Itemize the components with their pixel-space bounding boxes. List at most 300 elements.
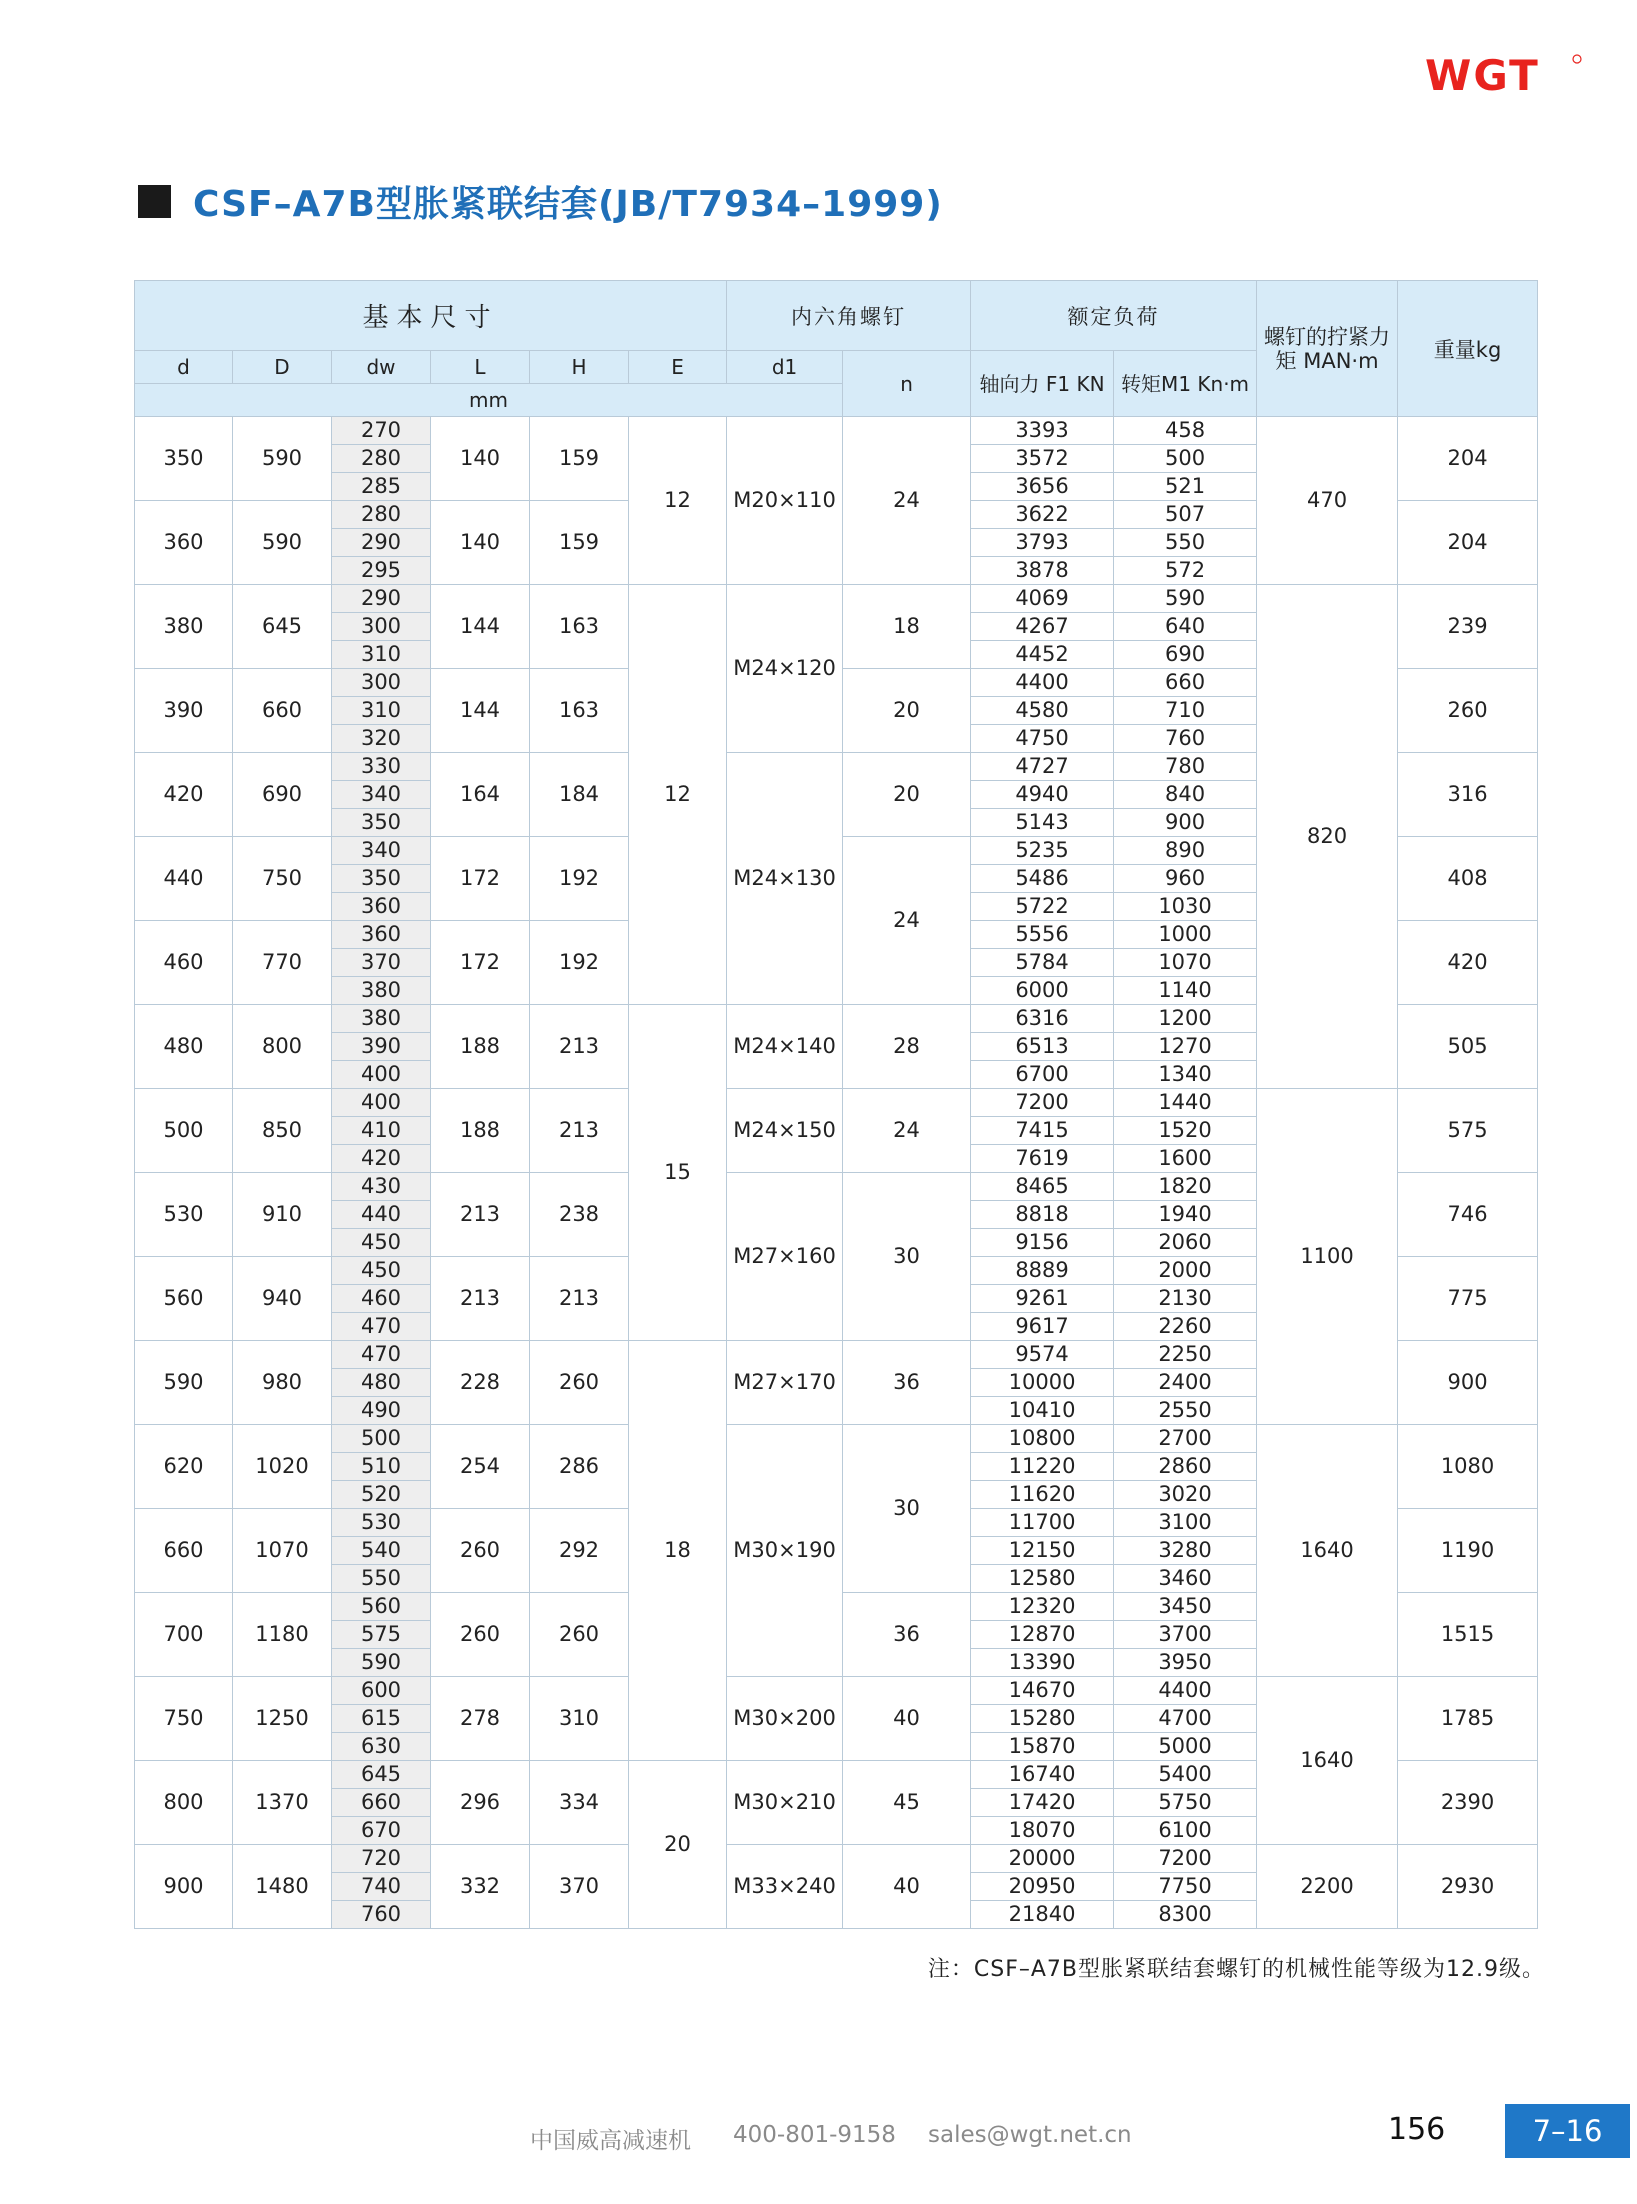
footer-email[interactable]: sales@wgt.net.cn	[928, 2122, 1132, 2148]
cell-torque-m1: 3700	[1114, 1621, 1257, 1649]
cell-dw: 660	[332, 1789, 431, 1817]
cell-dw: 390	[332, 1033, 431, 1061]
cell-torque-m1: 890	[1114, 837, 1257, 865]
cell-tightening-torque: 2200	[1257, 1845, 1398, 1929]
cell-dw: 360	[332, 921, 431, 949]
cell-dw: 645	[332, 1761, 431, 1789]
cell-n: 40	[843, 1677, 971, 1761]
cell-torque-m1: 8300	[1114, 1901, 1257, 1929]
cell-d: 390	[135, 669, 233, 753]
footnote: 注：CSF–A7B型胀紧联结套螺钉的机械性能等级为12.9级。	[927, 1957, 1545, 1982]
cell-axial-force: 3793	[971, 529, 1114, 557]
cell-D: 1070	[233, 1509, 332, 1593]
cell-torque-m1: 1600	[1114, 1145, 1257, 1173]
cell-torque-m1: 660	[1114, 669, 1257, 697]
cell-d: 750	[135, 1677, 233, 1761]
cell-d: 700	[135, 1593, 233, 1677]
cell-torque-m1: 521	[1114, 473, 1257, 501]
cell-torque-m1: 1940	[1114, 1201, 1257, 1229]
cell-n: 20	[843, 669, 971, 753]
cell-weight: 900	[1398, 1341, 1538, 1425]
cell-D: 1180	[233, 1593, 332, 1677]
cell-H: 213	[530, 1005, 629, 1089]
cell-H: 286	[530, 1425, 629, 1509]
table-row	[135, 1677, 1538, 1705]
cell-weight: 204	[1398, 417, 1538, 501]
cell-torque-m1: 3950	[1114, 1649, 1257, 1677]
cell-torque-m1: 1070	[1114, 949, 1257, 977]
cell-axial-force: 12580	[971, 1565, 1114, 1593]
cell-axial-force: 4580	[971, 697, 1114, 725]
page-number: 156	[1388, 2112, 1446, 2147]
header-n: n	[843, 351, 971, 417]
cell-n: 45	[843, 1761, 971, 1845]
cell-L: 172	[431, 921, 530, 1005]
cell-d1: M24×140	[727, 1005, 843, 1089]
cell-axial-force: 9156	[971, 1229, 1114, 1257]
cell-dw: 575	[332, 1621, 431, 1649]
cell-tightening-torque: 470	[1257, 417, 1398, 585]
cell-dw: 740	[332, 1873, 431, 1901]
cell-H: 370	[530, 1845, 629, 1929]
header-L: L	[431, 351, 530, 384]
cell-torque-m1: 590	[1114, 585, 1257, 613]
cell-axial-force: 6316	[971, 1005, 1114, 1033]
cell-d: 560	[135, 1257, 233, 1341]
header-rated-load: 额定负荷	[971, 281, 1257, 351]
cell-weight: 2390	[1398, 1761, 1538, 1845]
header-weight: 重量kg	[1398, 281, 1538, 417]
cell-n: 30	[843, 1173, 971, 1341]
cell-d1: M27×170	[727, 1341, 843, 1425]
cell-E: 12	[629, 585, 727, 1005]
cell-axial-force: 10000	[971, 1369, 1114, 1397]
cell-d: 360	[135, 501, 233, 585]
cell-dw: 520	[332, 1481, 431, 1509]
cell-D: 590	[233, 417, 332, 501]
cell-dw: 370	[332, 949, 431, 977]
cell-torque-m1: 1340	[1114, 1061, 1257, 1089]
table-row	[135, 585, 1538, 613]
cell-L: 228	[431, 1341, 530, 1425]
cell-dw: 290	[332, 529, 431, 557]
cell-torque-m1: 5750	[1114, 1789, 1257, 1817]
cell-E: 20	[629, 1761, 727, 1929]
cell-weight: 204	[1398, 501, 1538, 585]
cell-H: 260	[530, 1341, 629, 1425]
cell-torque-m1: 2700	[1114, 1425, 1257, 1453]
cell-axial-force: 11220	[971, 1453, 1114, 1481]
cell-d1: M24×150	[727, 1089, 843, 1173]
cell-torque-m1: 1440	[1114, 1089, 1257, 1117]
cell-L: 188	[431, 1005, 530, 1089]
cell-dw: 670	[332, 1817, 431, 1845]
cell-d: 530	[135, 1173, 233, 1257]
cell-dw: 760	[332, 1901, 431, 1929]
cell-H: 159	[530, 501, 629, 585]
header-D: D	[233, 351, 332, 384]
cell-axial-force: 5784	[971, 949, 1114, 977]
cell-tightening-torque: 1640	[1257, 1677, 1398, 1845]
cell-d1: M33×240	[727, 1845, 843, 1929]
cell-torque-m1: 7200	[1114, 1845, 1257, 1873]
cell-axial-force: 13390	[971, 1649, 1114, 1677]
cell-H: 159	[530, 417, 629, 501]
cell-torque-m1: 1520	[1114, 1117, 1257, 1145]
cell-torque-m1: 1820	[1114, 1173, 1257, 1201]
cell-d: 350	[135, 417, 233, 501]
cell-torque-m1: 5400	[1114, 1761, 1257, 1789]
cell-torque-m1: 5000	[1114, 1733, 1257, 1761]
cell-D: 910	[233, 1173, 332, 1257]
cell-torque-m1: 2060	[1114, 1229, 1257, 1257]
cell-D: 690	[233, 753, 332, 837]
cell-dw: 410	[332, 1117, 431, 1145]
cell-L: 144	[431, 669, 530, 753]
cell-dw: 380	[332, 1005, 431, 1033]
cell-torque-m1: 780	[1114, 753, 1257, 781]
cell-n: 24	[843, 837, 971, 1005]
cell-axial-force: 11700	[971, 1509, 1114, 1537]
cell-tightening-torque: 1100	[1257, 1089, 1398, 1425]
cell-n: 36	[843, 1593, 971, 1677]
cell-torque-m1: 4700	[1114, 1705, 1257, 1733]
cell-d: 500	[135, 1089, 233, 1173]
cell-torque-m1: 4400	[1114, 1677, 1257, 1705]
cell-torque-m1: 760	[1114, 725, 1257, 753]
cell-n: 18	[843, 585, 971, 669]
cell-dw: 590	[332, 1649, 431, 1677]
cell-axial-force: 4727	[971, 753, 1114, 781]
cell-L: 278	[431, 1677, 530, 1761]
cell-n: 20	[843, 753, 971, 837]
cell-d: 380	[135, 585, 233, 669]
cell-weight: 505	[1398, 1005, 1538, 1089]
cell-dw: 330	[332, 753, 431, 781]
cell-torque-m1: 900	[1114, 809, 1257, 837]
cell-torque-m1: 2550	[1114, 1397, 1257, 1425]
footer-company: 中国威高减速机	[530, 2128, 691, 2154]
cell-dw: 470	[332, 1341, 431, 1369]
cell-weight: 1190	[1398, 1509, 1538, 1593]
header-axial-force: 轴向力 F1 KN	[971, 351, 1114, 417]
cell-weight: 239	[1398, 585, 1538, 669]
cell-d: 900	[135, 1845, 233, 1929]
cell-torque-m1: 840	[1114, 781, 1257, 809]
cell-weight: 408	[1398, 837, 1538, 921]
header-hex-bolt: 内六角螺钉	[727, 281, 971, 351]
cell-torque-m1: 710	[1114, 697, 1257, 725]
cell-L: 164	[431, 753, 530, 837]
section-tab: 7–16	[1505, 2104, 1630, 2158]
cell-d: 460	[135, 921, 233, 1005]
cell-n: 30	[843, 1425, 971, 1593]
cell-torque-m1: 2250	[1114, 1341, 1257, 1369]
cell-H: 213	[530, 1257, 629, 1341]
cell-torque-m1: 3100	[1114, 1509, 1257, 1537]
cell-H: 192	[530, 921, 629, 1005]
cell-axial-force: 4400	[971, 669, 1114, 697]
cell-dw: 440	[332, 1201, 431, 1229]
cell-torque-m1: 640	[1114, 613, 1257, 641]
cell-weight: 1515	[1398, 1593, 1538, 1677]
cell-L: 260	[431, 1509, 530, 1593]
cell-dw: 350	[332, 809, 431, 837]
cell-axial-force: 6700	[971, 1061, 1114, 1089]
cell-d: 620	[135, 1425, 233, 1509]
cell-d1: M30×190	[727, 1425, 843, 1677]
header-d: d	[135, 351, 233, 384]
cell-dw: 450	[332, 1257, 431, 1285]
cell-H: 260	[530, 1593, 629, 1677]
cell-L: 188	[431, 1089, 530, 1173]
cell-axial-force: 3622	[971, 501, 1114, 529]
header-tightening-torque: 螺钉的拧紧力矩 MAN·m	[1257, 281, 1398, 417]
cell-dw: 530	[332, 1509, 431, 1537]
cell-torque-m1: 550	[1114, 529, 1257, 557]
cell-torque-m1: 690	[1114, 641, 1257, 669]
cell-axial-force: 6000	[971, 977, 1114, 1005]
cell-weight: 746	[1398, 1173, 1538, 1257]
cell-H: 292	[530, 1509, 629, 1593]
cell-weight: 2930	[1398, 1845, 1538, 1929]
cell-axial-force: 9574	[971, 1341, 1114, 1369]
cell-H: 192	[530, 837, 629, 921]
cell-axial-force: 6513	[971, 1033, 1114, 1061]
cell-axial-force: 5556	[971, 921, 1114, 949]
cell-weight: 1080	[1398, 1425, 1538, 1509]
cell-torque-m1: 3450	[1114, 1593, 1257, 1621]
cell-torque-m1: 3280	[1114, 1537, 1257, 1565]
cell-axial-force: 12150	[971, 1537, 1114, 1565]
table-row	[135, 1845, 1538, 1873]
cell-D: 645	[233, 585, 332, 669]
header-unit-mm: mm	[135, 384, 843, 417]
cell-dw: 285	[332, 473, 431, 501]
cell-axial-force: 4069	[971, 585, 1114, 613]
cell-weight: 316	[1398, 753, 1538, 837]
cell-axial-force: 3393	[971, 417, 1114, 445]
wgt-logo	[1425, 52, 1583, 98]
cell-axial-force: 11620	[971, 1481, 1114, 1509]
cell-d: 800	[135, 1761, 233, 1845]
cell-D: 800	[233, 1005, 332, 1089]
cell-D: 940	[233, 1257, 332, 1341]
cell-axial-force: 20000	[971, 1845, 1114, 1873]
cell-torque-m1: 2860	[1114, 1453, 1257, 1481]
cell-d1: M30×210	[727, 1761, 843, 1845]
cell-d: 590	[135, 1341, 233, 1425]
cell-d1: M30×200	[727, 1677, 843, 1761]
cell-d1: M20×110	[727, 417, 843, 585]
cell-weight: 260	[1398, 669, 1538, 753]
svg-text:WGT: WGT	[1425, 52, 1540, 98]
cell-torque-m1: 1030	[1114, 893, 1257, 921]
cell-d: 660	[135, 1509, 233, 1593]
cell-D: 770	[233, 921, 332, 1005]
cell-H: 238	[530, 1173, 629, 1257]
spec-table-body	[135, 417, 1538, 1929]
cell-torque-m1: 7750	[1114, 1873, 1257, 1901]
header-d1: d1	[727, 351, 843, 384]
cell-axial-force: 8889	[971, 1257, 1114, 1285]
cell-torque-m1: 458	[1114, 417, 1257, 445]
page-title: CSF–A7B型胀紧联结套(JB/T7934–1999)	[193, 183, 943, 225]
cell-axial-force: 14670	[971, 1677, 1114, 1705]
cell-axial-force: 8818	[971, 1201, 1114, 1229]
cell-axial-force: 5235	[971, 837, 1114, 865]
cell-dw: 350	[332, 865, 431, 893]
cell-dw: 600	[332, 1677, 431, 1705]
cell-dw: 280	[332, 445, 431, 473]
cell-axial-force: 4750	[971, 725, 1114, 753]
cell-dw: 280	[332, 501, 431, 529]
cell-weight: 1785	[1398, 1677, 1538, 1761]
cell-D: 1020	[233, 1425, 332, 1509]
cell-dw: 500	[332, 1425, 431, 1453]
cell-dw: 450	[332, 1229, 431, 1257]
cell-tightening-torque: 820	[1257, 585, 1398, 1089]
table-row	[135, 1089, 1538, 1117]
cell-d: 440	[135, 837, 233, 921]
cell-torque-m1: 1270	[1114, 1033, 1257, 1061]
cell-D: 750	[233, 837, 332, 921]
cell-L: 260	[431, 1593, 530, 1677]
table-row	[135, 1425, 1538, 1453]
cell-dw: 295	[332, 557, 431, 585]
cell-D: 980	[233, 1341, 332, 1425]
cell-dw: 270	[332, 417, 431, 445]
cell-H: 163	[530, 669, 629, 753]
cell-dw: 290	[332, 585, 431, 613]
cell-dw: 480	[332, 1369, 431, 1397]
cell-dw: 300	[332, 669, 431, 697]
cell-axial-force: 3656	[971, 473, 1114, 501]
cell-dw: 560	[332, 1593, 431, 1621]
cell-D: 1250	[233, 1677, 332, 1761]
cell-E: 15	[629, 1005, 727, 1341]
cell-D: 1480	[233, 1845, 332, 1929]
cell-axial-force: 15870	[971, 1733, 1114, 1761]
cell-axial-force: 12320	[971, 1593, 1114, 1621]
cell-torque-m1: 507	[1114, 501, 1257, 529]
cell-D: 590	[233, 501, 332, 585]
cell-D: 1370	[233, 1761, 332, 1845]
cell-dw: 400	[332, 1061, 431, 1089]
cell-L: 140	[431, 501, 530, 585]
cell-axial-force: 4940	[971, 781, 1114, 809]
cell-d: 420	[135, 753, 233, 837]
cell-torque-m1: 3020	[1114, 1481, 1257, 1509]
cell-torque-m1: 2130	[1114, 1285, 1257, 1313]
cell-dw: 300	[332, 613, 431, 641]
cell-weight: 420	[1398, 921, 1538, 1005]
cell-axial-force: 20950	[971, 1873, 1114, 1901]
cell-axial-force: 18070	[971, 1817, 1114, 1845]
cell-torque-m1: 2000	[1114, 1257, 1257, 1285]
cell-axial-force: 5143	[971, 809, 1114, 837]
cell-torque-m1: 572	[1114, 557, 1257, 585]
cell-n: 36	[843, 1341, 971, 1425]
cell-tightening-torque: 1640	[1257, 1425, 1398, 1677]
cell-dw: 380	[332, 977, 431, 1005]
header-dw: dw	[332, 351, 431, 384]
cell-dw: 510	[332, 1453, 431, 1481]
cell-H: 334	[530, 1761, 629, 1845]
cell-E: 18	[629, 1341, 727, 1761]
cell-L: 172	[431, 837, 530, 921]
cell-axial-force: 16740	[971, 1761, 1114, 1789]
cell-axial-force: 10800	[971, 1425, 1114, 1453]
cell-axial-force: 4267	[971, 613, 1114, 641]
cell-n: 24	[843, 417, 971, 585]
cell-axial-force: 3878	[971, 557, 1114, 585]
cell-n: 28	[843, 1005, 971, 1089]
cell-dw: 550	[332, 1565, 431, 1593]
cell-dw: 360	[332, 893, 431, 921]
cell-H: 184	[530, 753, 629, 837]
footer-phone: 400-801-9158	[733, 2122, 896, 2148]
cell-axial-force: 5486	[971, 865, 1114, 893]
cell-dw: 720	[332, 1845, 431, 1873]
cell-torque-m1: 1200	[1114, 1005, 1257, 1033]
cell-axial-force: 21840	[971, 1901, 1114, 1929]
cell-dw: 630	[332, 1733, 431, 1761]
cell-L: 296	[431, 1761, 530, 1845]
cell-dw: 490	[332, 1397, 431, 1425]
cell-torque-m1: 500	[1114, 445, 1257, 473]
cell-L: 213	[431, 1257, 530, 1341]
cell-H: 163	[530, 585, 629, 669]
cell-dw: 320	[332, 725, 431, 753]
cell-axial-force: 5722	[971, 893, 1114, 921]
cell-dw: 420	[332, 1145, 431, 1173]
cell-axial-force: 9261	[971, 1285, 1114, 1313]
cell-axial-force: 7200	[971, 1089, 1114, 1117]
cell-axial-force: 4452	[971, 641, 1114, 669]
cell-L: 332	[431, 1845, 530, 1929]
cell-dw: 470	[332, 1313, 431, 1341]
cell-torque-m1: 960	[1114, 865, 1257, 893]
cell-torque-m1: 1140	[1114, 977, 1257, 1005]
cell-dw: 615	[332, 1705, 431, 1733]
header-H: H	[530, 351, 629, 384]
cell-dw: 430	[332, 1173, 431, 1201]
cell-dw: 400	[332, 1089, 431, 1117]
cell-weight: 775	[1398, 1257, 1538, 1341]
cell-L: 140	[431, 417, 530, 501]
cell-d1: M24×130	[727, 753, 843, 1005]
cell-axial-force: 12870	[971, 1621, 1114, 1649]
cell-torque-m1: 2260	[1114, 1313, 1257, 1341]
cell-L: 213	[431, 1173, 530, 1257]
cell-D: 660	[233, 669, 332, 753]
cell-torque-m1: 6100	[1114, 1817, 1257, 1845]
cell-L: 144	[431, 585, 530, 669]
cell-axial-force: 7619	[971, 1145, 1114, 1173]
header-E: E	[629, 351, 727, 384]
title-square-icon	[138, 185, 171, 218]
cell-L: 254	[431, 1425, 530, 1509]
header-torque-m1: 转矩M1 Kn·m	[1114, 351, 1257, 417]
cell-axial-force: 9617	[971, 1313, 1114, 1341]
cell-D: 850	[233, 1089, 332, 1173]
cell-n: 24	[843, 1089, 971, 1173]
cell-H: 310	[530, 1677, 629, 1761]
cell-axial-force: 17420	[971, 1789, 1114, 1817]
cell-torque-m1: 3460	[1114, 1565, 1257, 1593]
cell-n: 40	[843, 1845, 971, 1929]
